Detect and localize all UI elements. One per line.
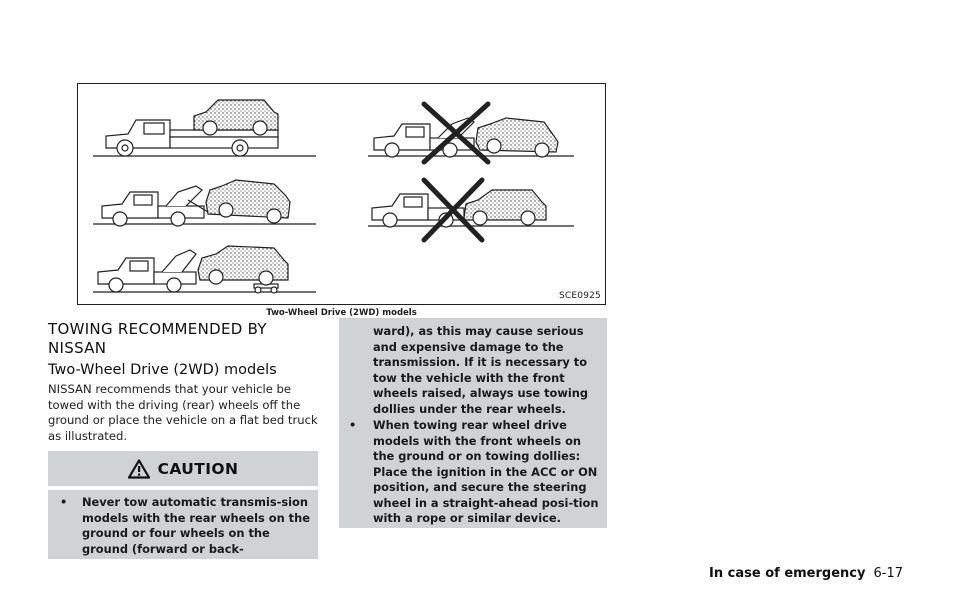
suv-rear-raised <box>206 180 290 223</box>
towing-illustration <box>77 83 606 305</box>
suv-four-wheels-ground <box>464 190 546 225</box>
section-heading: TOWING RECOMMENDED BY NISSAN <box>48 320 267 357</box>
figure-code: SCE0925 <box>559 291 601 301</box>
caution-label: CAUTION <box>157 459 239 478</box>
caution-box-right <box>339 318 607 528</box>
caution-header <box>48 451 318 486</box>
page-footer <box>709 566 903 581</box>
figure-caption: Two-Wheel Drive (2WD) models <box>266 308 417 318</box>
suv-front-raised <box>476 118 558 157</box>
suv-on-dollies <box>198 246 288 285</box>
towing-diagram <box>78 84 605 304</box>
caution-bullet-1 <box>60 495 312 557</box>
warning-triangle-icon <box>128 459 150 479</box>
footer-section-title: In case of emergency <box>709 566 866 581</box>
caution-bullet-2 <box>349 418 601 527</box>
subsection-heading: Two-Wheel Drive (2WD) models <box>48 362 277 378</box>
bullet-dot: • <box>60 495 68 509</box>
body-paragraph: NISSAN recommends that your vehicle be towed with the driving (rear) wheels off the ground or place the vehicle on a flat bed truck as illustrated. <box>48 382 318 443</box>
caution-box-left <box>48 490 318 559</box>
page-number: 6-17 <box>873 566 903 581</box>
bullet-dot: • <box>349 418 357 432</box>
caution-bullet-1-text-part1: Never tow automatic transmis-sion models with the rear wheels on the ground or four wheels on the ground (forward or back- <box>82 495 310 556</box>
suv-on-flatbed <box>194 100 278 135</box>
caution-bullet-1-continued: ward), as this may cause serious and expensive damage to the transmission. If it is necessary to tow the vehicle with the front wheels raised, always use towing dollies under the rear wheels. <box>373 324 589 416</box>
caution-bullet-2-text: When towing rear wheel drive models with the front wheels on the ground or on towing dollies: Place the ignition in the ACC or ON position, and secure the steering wheel in a straight-ahead posi-tion with a rope or similar device. <box>373 418 599 525</box>
